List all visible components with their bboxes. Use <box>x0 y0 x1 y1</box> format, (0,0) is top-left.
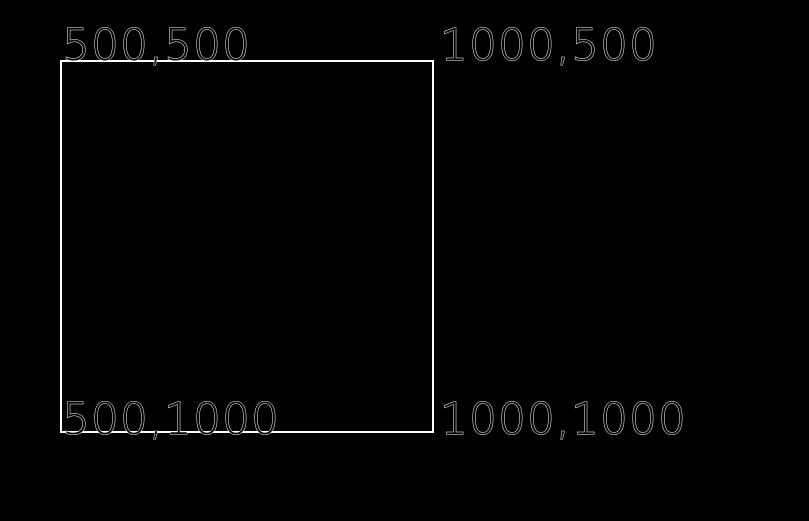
corner-label-bottom-left: 500,1000 <box>62 394 280 445</box>
corner-label-top-left: 500,500 <box>62 20 251 71</box>
corner-label-top-right: 1000,500 <box>440 20 658 71</box>
square-outline <box>60 60 434 433</box>
corner-label-bottom-right: 1000,1000 <box>440 394 687 445</box>
